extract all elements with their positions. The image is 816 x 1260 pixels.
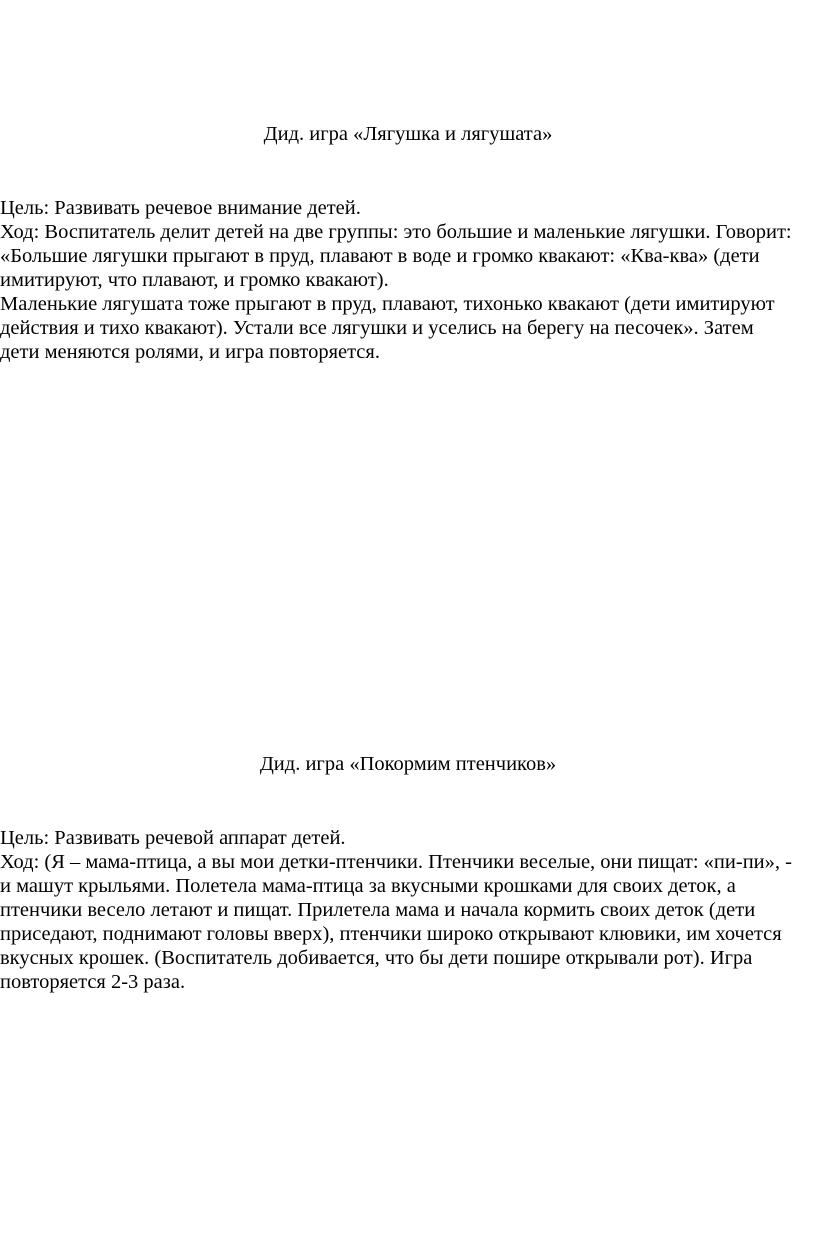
goal-line: Цель: Развивать речевое внимание детей. [0, 197, 361, 219]
text-line: птенчики весело летают и пищат. Прилетела мама и начала кормить своих деток (дети [0, 899, 756, 921]
game-title-birds: Дид. игра «Покормим птенчиков» [259, 753, 557, 775]
text-line: имитируют, что плавают, и громко квакают). [0, 269, 389, 291]
text-line: Ход: Воспитатель делит детей на две группы: это большие и маленькие лягушки. Говорит: [0, 221, 792, 243]
text-line: приседают, поднимают головы вверх), птенчики широко открывают клювики, им хочется [0, 923, 782, 945]
game-title-frog: Дид. игра «Лягушка и лягушата» [263, 123, 553, 145]
text-line: и машут крыльями. Полетела мама-птица за вкусными крошками для своих деток, а [0, 875, 736, 897]
text-line: вкусных крошек. (Воспитатель добивается, что бы дети пошире открывали рот). Игра [0, 947, 753, 969]
text-line: повторяется 2-3 раза. [0, 971, 186, 993]
text-line: дети меняются ролями, и игра повторяется. [0, 341, 380, 363]
text-line: «Большие лягушки прыгают в пруд, плавают в воде и громко квакают: «Ква-ква» (дети [0, 245, 760, 267]
text-line: Ход: (Я – мама-птица, а вы мои детки-птенчики. Птенчики веселые, они пищат: «пи-пи», - [0, 851, 792, 873]
game-description-frog [0, 196, 810, 364]
goal-line: Цель: Развивать речевой аппарат детей. [0, 827, 346, 849]
text-line: действия и тихо квакают). Устали все лягушки и уселись на берегу на песочек». Затем [0, 317, 754, 339]
game-description-birds [0, 826, 810, 994]
text-line: Маленькие лягушата тоже прыгают в пруд, плавают, тихонько квакают (дети имитируют [0, 293, 775, 315]
